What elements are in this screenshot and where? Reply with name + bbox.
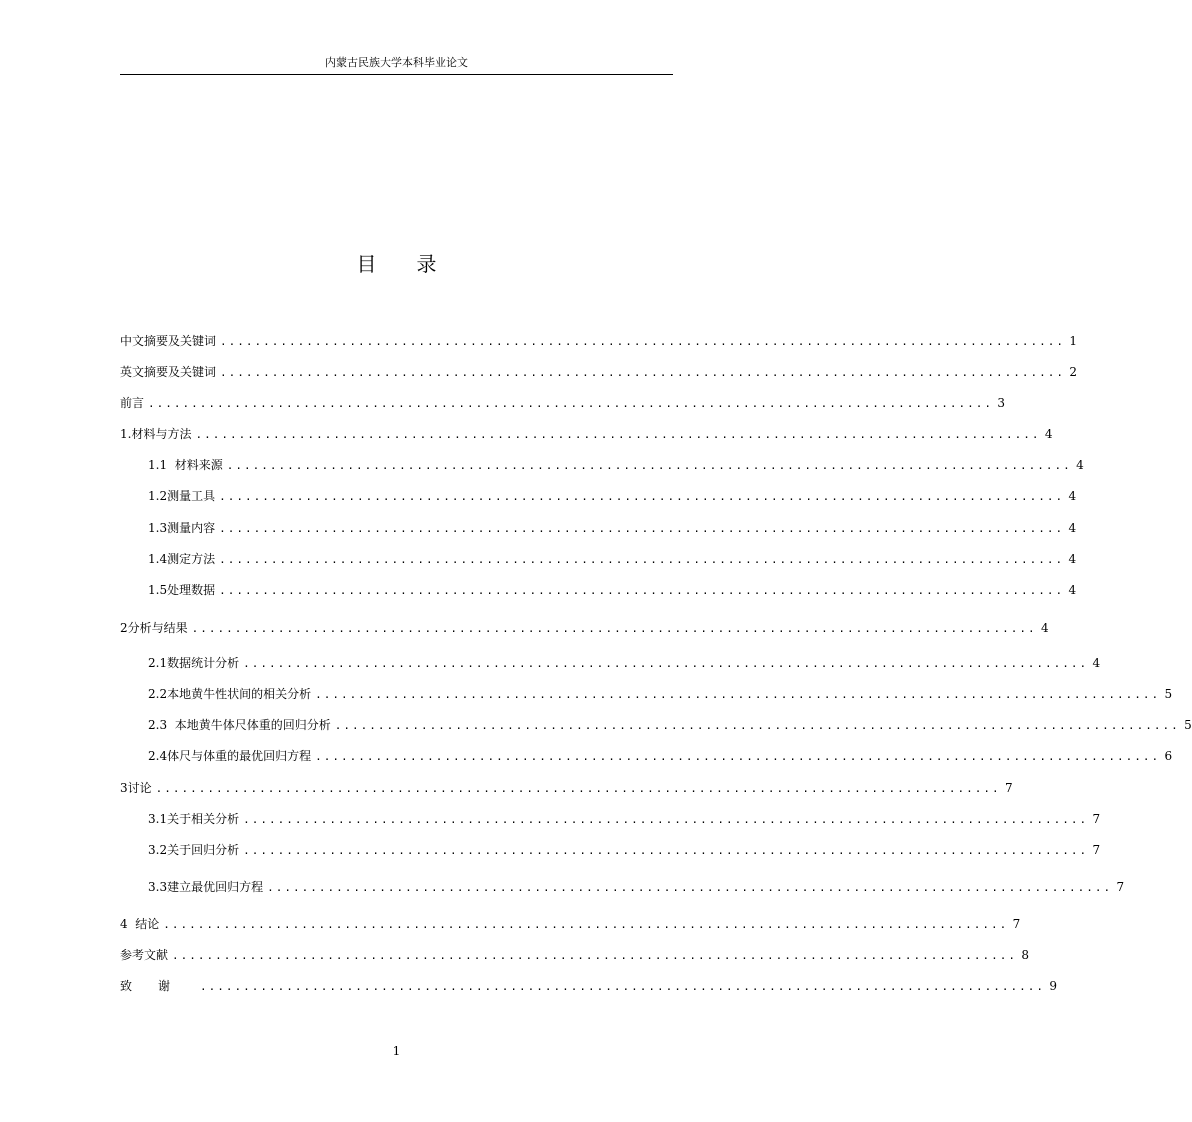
toc-entry-section-1-4[interactable] — [148, 551, 1077, 567]
dot-leader: .................................................................................................. — [243, 657, 1089, 670]
toc-entry-page: 8 — [1021, 948, 1030, 962]
toc-entry-page: 4 — [1068, 583, 1077, 597]
toc-entry-number: 2 — [120, 621, 128, 635]
toc-entry-preface[interactable] — [120, 395, 1006, 411]
dot-leader: .................................................................................................. — [148, 397, 994, 410]
toc-entry-page: 4 — [1068, 552, 1077, 566]
toc-entry-page: 3 — [997, 396, 1006, 410]
toc-entry-label: 1.4测定方法 — [148, 552, 216, 566]
toc-title: 目 录 — [356, 252, 437, 276]
toc-entry-title: 分析与结果 — [127, 621, 188, 635]
toc-entry-page: 1 — [1069, 334, 1078, 348]
dot-leader: .................................................................................................. — [220, 335, 1066, 348]
toc-entry-label — [148, 879, 263, 895]
toc-entry-section-2-2[interactable] — [148, 686, 1173, 702]
toc-entry-page: 4 — [1076, 458, 1084, 472]
toc-entry-page: 4 — [1044, 427, 1053, 441]
dot-leader: .................................................................................................. — [243, 844, 1089, 857]
toc-entry-page: 4 — [1068, 489, 1077, 503]
toc-entry-label: 2.1数据统计分析 — [148, 656, 240, 670]
toc-entry-section-1[interactable] — [120, 426, 1053, 442]
toc-entry-references[interactable] — [120, 947, 1030, 963]
toc-entry-english-abstract[interactable] — [120, 364, 1078, 380]
toc-entry-section-1-1[interactable] — [148, 457, 1084, 473]
toc-entry-label: 1.1 材料来源 — [148, 458, 223, 472]
toc-entry-page: 9 — [1049, 979, 1058, 993]
toc-entry-page: 7 — [1116, 880, 1125, 894]
toc-entry-title: 最优回归方程 — [191, 880, 264, 894]
dot-leader: .................................................................................................. — [163, 918, 1009, 931]
dot-leader: .................................................................................................. — [195, 428, 1041, 441]
toc-entry-section-1-5[interactable] — [148, 582, 1077, 598]
dot-leader: .................................................................................................. — [226, 459, 1072, 472]
dot-leader: .................................................................................................. — [200, 980, 1046, 993]
toc-entry-acknowledgements[interactable] — [120, 978, 1058, 994]
dot-leader: .................................................................................................. — [155, 782, 1001, 795]
toc-entry-label: 3.1关于相关分析 — [148, 812, 240, 826]
toc-entry-section-2-3[interactable] — [148, 717, 1192, 733]
toc-entry-label: 中文摘要及关键词 — [120, 334, 217, 348]
toc-entry-section-3-3[interactable] — [148, 879, 1125, 895]
toc-entry-label: 2.3 本地黄牛体尺体重的回归分析 — [148, 718, 331, 732]
dot-leader: .................................................................................................. — [243, 813, 1089, 826]
dot-leader: .................................................................................................. — [219, 553, 1065, 566]
toc-entry-section-3-1[interactable] — [148, 811, 1101, 827]
dot-leader: .................................................................................................. — [315, 750, 1161, 763]
toc-entry-page: 5 — [1164, 687, 1173, 701]
toc-entry-page: 7 — [1012, 917, 1021, 931]
toc-entry-label: 1.材料与方法 — [120, 427, 192, 441]
toc-entry-page: 4 — [1068, 521, 1077, 535]
dot-leader: .................................................................................................. — [191, 622, 1037, 635]
toc-entry-label: 参考文献 — [120, 948, 169, 962]
toc-entry-label: 1.2测量工具 — [148, 489, 216, 503]
toc-entry-section-2-4[interactable] — [148, 748, 1173, 764]
toc-entry-page: 7 — [1092, 843, 1101, 857]
running-header: 内蒙古民族大学本科毕业论文 — [325, 56, 468, 69]
dot-leader: .................................................................................................. — [219, 490, 1065, 503]
toc-entry-section-1-3[interactable] — [148, 520, 1077, 536]
toc-entry-section-3-2[interactable] — [148, 842, 1101, 858]
toc-entry-label: 3讨论 — [120, 781, 152, 795]
dot-leader: .................................................................................................. — [220, 366, 1066, 379]
toc-entry-label — [120, 620, 188, 636]
toc-entry-label: 2.2本地黄牛性状间的相关分析 — [148, 687, 312, 701]
toc-entry-label: 前言 — [120, 396, 145, 410]
toc-entry-label: 致谢 — [120, 979, 197, 993]
toc-entry-label: 2.4体尺与体重的最优回归方程 — [148, 749, 312, 763]
toc-entry-label: 英文摘要及关键词 — [120, 365, 217, 379]
dot-leader: .................................................................................................. — [172, 949, 1018, 962]
page-number: 1 — [392, 1044, 401, 1058]
toc-entry-page: 4 — [1041, 621, 1049, 635]
toc-entry-page: 4 — [1092, 656, 1101, 670]
toc-entry-label: 1.3测量内容 — [148, 521, 216, 535]
toc-entry-title-emphasis: 建立 — [167, 880, 192, 894]
toc-entry-page: 7 — [1092, 812, 1101, 826]
dot-leader: .................................................................................................. — [219, 522, 1065, 535]
toc-entry-page: 6 — [1164, 749, 1173, 763]
dot-leader: .................................................................................................. — [219, 584, 1065, 597]
toc-entry-section-4[interactable] — [120, 916, 1021, 932]
toc-entry-page: 2 — [1069, 365, 1078, 379]
toc-entry-label: 4 结论 — [120, 917, 160, 931]
toc-entry-section-2[interactable] — [120, 620, 1049, 636]
dot-leader: .................................................................................................. — [267, 881, 1113, 894]
dot-leader: .................................................................................................. — [315, 688, 1161, 701]
toc-entry-chinese-abstract[interactable] — [120, 333, 1078, 349]
toc-entry-label: 3.2关于回归分析 — [148, 843, 240, 857]
toc-entry-page: 7 — [1005, 781, 1013, 795]
toc-entry-page: 5 — [1184, 718, 1192, 732]
toc-entry-section-3[interactable] — [120, 780, 1013, 796]
toc-entry-section-2-1[interactable] — [148, 655, 1101, 671]
toc-entry-number: 3.3 — [148, 880, 168, 894]
dot-leader: .................................................................................................. — [334, 719, 1180, 732]
toc-entry-label: 1.5处理数据 — [148, 583, 216, 597]
toc-entry-section-1-2[interactable] — [148, 488, 1077, 504]
